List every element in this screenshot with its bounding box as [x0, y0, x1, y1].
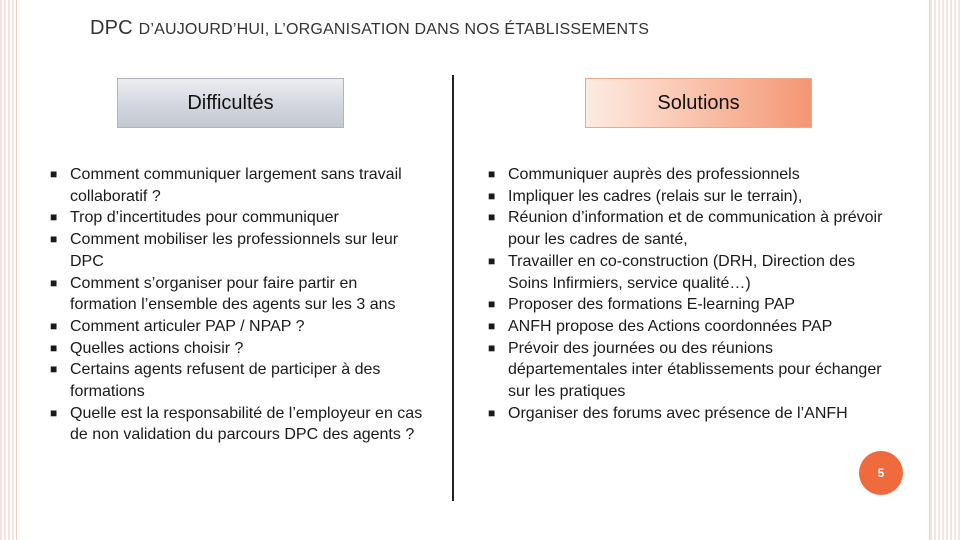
list-item: ■ Travailler en co-construction (DRH, Direction des Soins Infirmiers, service qualité…) — [488, 252, 856, 292]
bullet-icon: ■ — [488, 167, 496, 181]
list-item: ■ Trop d’incertitudes pour communiquer — [46, 207, 426, 229]
list-item: ■ Quelle est la responsabilité de l’employeur en cas de non validation du parcours DPC des agents ? — [50, 404, 423, 444]
list-item: ■ Quelles actions choisir ? — [46, 338, 426, 360]
bullet-icon: ■ — [50, 167, 58, 181]
list-item: ■ Comment s’organiser pour faire partir en formation l’ensemble des agents sur les 3 ans — [50, 274, 396, 314]
bullet-icon: ■ — [488, 210, 496, 225]
bullet-icon: ■ — [488, 318, 496, 333]
list-item: ■ Impliquer les cadres (relais sur le terrain), — [484, 186, 884, 208]
list-item: ■ Prévoir des journées ou des réunions départementales inter établissements pour échanger sur les pratiques — [488, 339, 882, 401]
bullet-icon: ■ — [50, 362, 58, 377]
list-item: ■ Réunion d’information et de communication à prévoir pour les cadres de santé, — [488, 209, 883, 249]
solutions-header — [585, 78, 812, 128]
page-number-badge — [859, 451, 903, 495]
list-item: ■ Comment communiquer largement sans travail collaboratif ? — [50, 166, 402, 205]
bullet-icon: ■ — [50, 340, 58, 355]
solutions-header-label: Solutions — [657, 91, 740, 114]
list-item: ■ Proposer des formations E-learning PAP — [484, 294, 884, 316]
bullet-icon: ■ — [50, 275, 58, 290]
list-item: ■ Comment mobiliser les professionnels sur leur DPC — [50, 231, 399, 270]
difficulties-header-label: Difficultés — [187, 91, 274, 114]
slide-title-main: D’AUJOURD’HUI, L’ORGANISATION DANS NOS ÉTABLISSEMENTS — [138, 21, 650, 38]
right-decorative-border — [929, 0, 960, 540]
bullet-icon: ■ — [488, 297, 496, 312]
slide-title-prefix: DPC — [90, 17, 139, 39]
column-divider — [452, 75, 454, 501]
page-number: 5 — [877, 466, 885, 480]
difficulties-header — [117, 78, 344, 128]
solutions-list — [484, 164, 884, 424]
bullet-icon: ■ — [50, 405, 58, 420]
slide-title — [90, 17, 890, 40]
bullet-icon: ■ — [488, 405, 496, 420]
list-item: ■ Comment articuler PAP / NPAP ? — [46, 316, 426, 338]
list-item: ■ Organiser des forums avec présence de l’ANFH — [484, 403, 884, 425]
list-item: ■ ANFH propose des Actions coordonnées PAP — [484, 316, 884, 338]
list-item: ■ Certains agents refusent de participer à des formations — [50, 361, 381, 401]
left-decorative-border — [0, 0, 17, 540]
bullet-icon: ■ — [50, 318, 58, 333]
bullet-icon: ■ — [50, 210, 58, 225]
list-item: ■ Communiquer auprès des professionnels — [484, 164, 884, 186]
difficulties-list — [46, 164, 426, 446]
bullet-icon: ■ — [488, 188, 496, 203]
bullet-icon: ■ — [488, 340, 496, 355]
bullet-icon: ■ — [50, 232, 58, 247]
bullet-icon: ■ — [488, 253, 496, 268]
